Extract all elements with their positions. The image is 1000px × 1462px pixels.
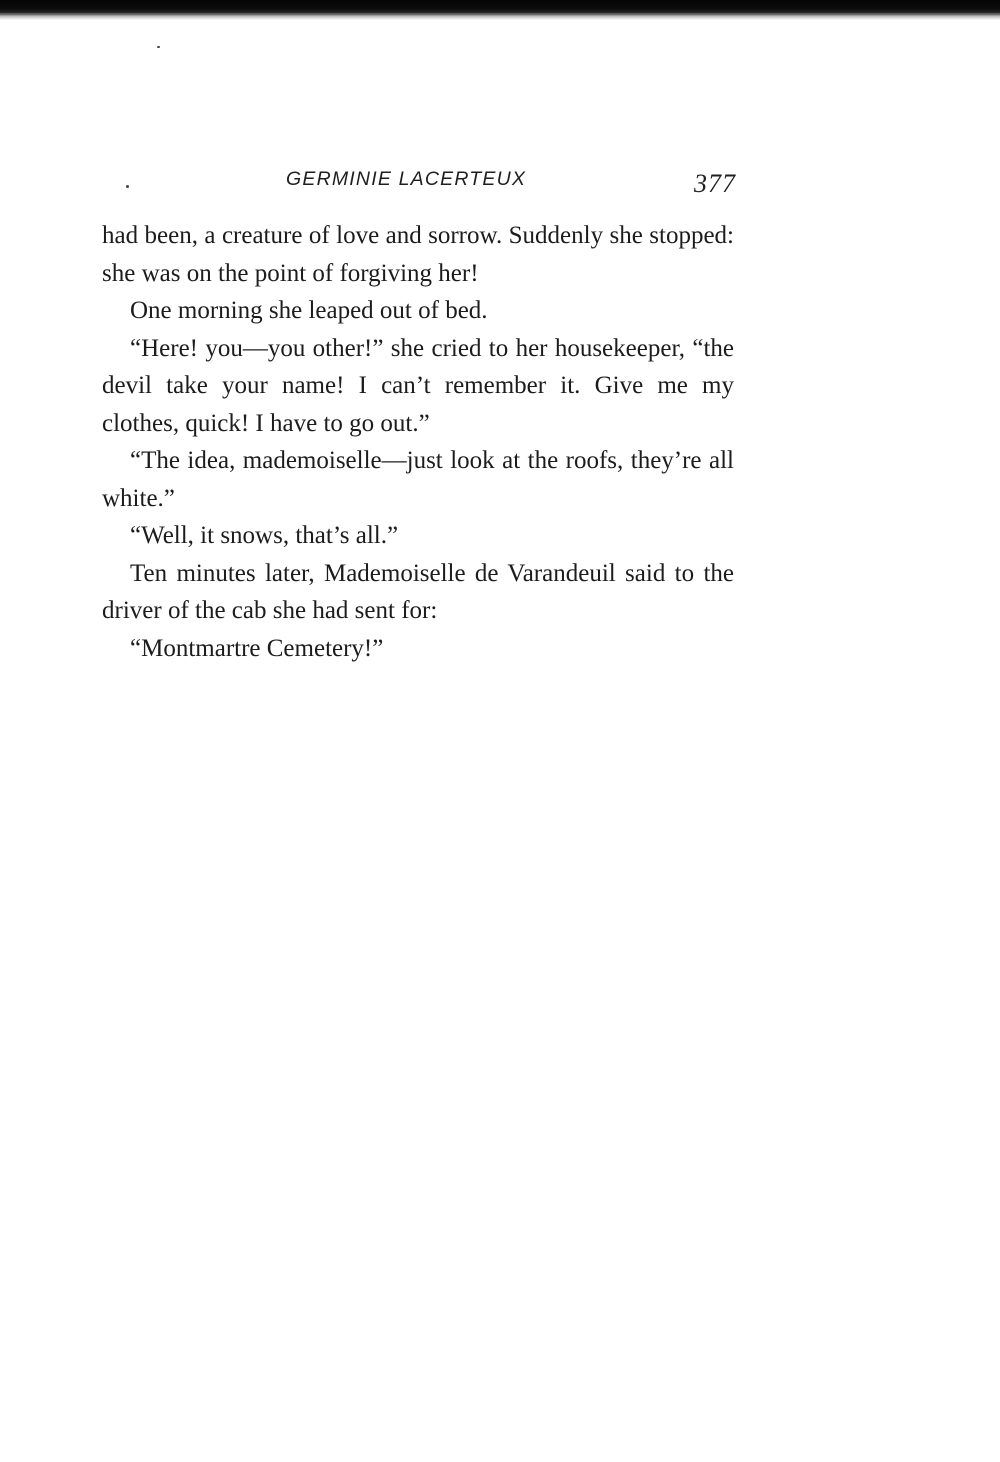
- scan-speck: [157, 46, 160, 48]
- paragraph-dialogue: “Montmartre Cemetery!”: [130, 634, 384, 662]
- paragraph-dialogue: “Here! you—you other!” she cried to her housekeeper, “the devil take your name! I can’t remember it. Give me my clothes, quick! I have to go out.”: [102, 334, 734, 437]
- running-title: GERMINIE LACERTEUX: [286, 168, 527, 190]
- paragraph-dialogue: “The idea, mademoiselle—just look at the roofs, they’re all white.”: [102, 447, 734, 512]
- paragraph-dialogue: “Well, it snows, that’s all.”: [130, 522, 399, 549]
- paragraph: One morning she leaped out of bed.: [130, 297, 488, 324]
- running-head: [100, 168, 736, 198]
- scan-edge-shadow: [0, 0, 1000, 16]
- page-number: 377: [694, 169, 736, 198]
- paragraph: Ten minutes later, Mademoiselle de Varandeuil said to the driver of the cab she had sent for:: [102, 559, 734, 624]
- body-text: [102, 217, 734, 667]
- paragraph-continued: had been, a creature of love and sorrow. Suddenly she stopped: she was on the point of forgiving her!: [102, 222, 734, 287]
